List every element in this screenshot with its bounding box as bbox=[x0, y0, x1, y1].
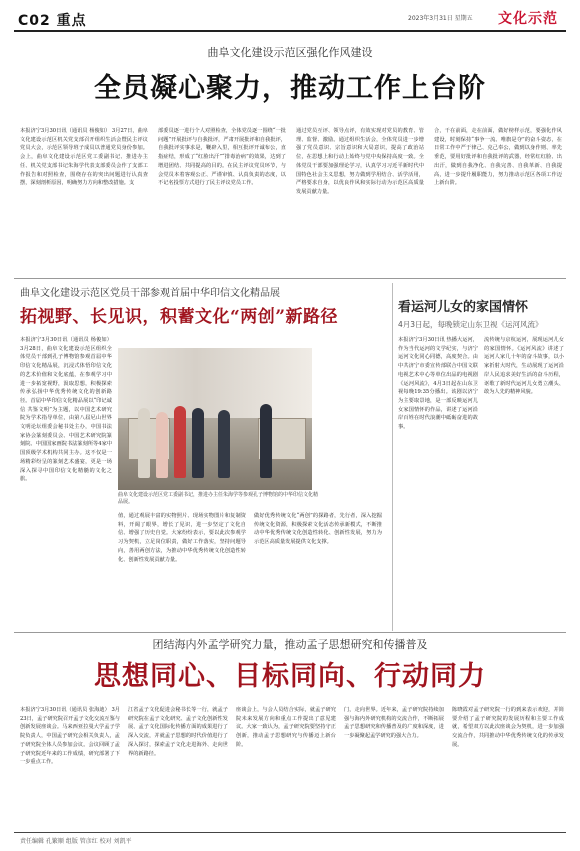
section-divider bbox=[14, 632, 566, 633]
article1-col2: 部委员逐一进行个人对照检查，全体党员逐一围绕“一批问题”开展批评与自我批评，严肃开展批评和自我批评，自我批评实事求是，鞭辟入里，相互批评开诚布公，直指症结，形成了“红脸出汗”“排毒治病”的效果，达到了增进团结、共同提高的目的。在民主评议党员环节，与会党员本着客观公正、严谨审慎、认真负责的态度，以不记名投票方式进行了民主评议党员工作。 bbox=[158, 128, 286, 187]
article2-photo bbox=[118, 348, 312, 490]
weekday: 星期五 bbox=[454, 15, 473, 22]
article1-body bbox=[20, 127, 566, 273]
article1-col1: 本报济宁3月30日讯（通讯员 杨俊如） 3月27日，曲阜文化建设示范区机关党支部召开组织生活会暨民主评议党员大会，示范区领导班子成员以普通党员身份参加。会上，曲阜文化建设示范区党工委副书记、推进办主任、机关党支部书记朱海学代表支部委员会作了支部工作报告和对照检查，围绕存在的突出问题进行认真查摆，深刻剖析原因，明确努力方向和整改措施。支 bbox=[20, 128, 148, 187]
article2-col3: 做好优秀传统文化“两创”的探路者，先行者，深入挖掘传统文化资源，积极探索文化活态传承新模式，不断推动中华优秀传统文化创造性转化、创新性发展，努力为示范区高质量发展提供文化支撑。 bbox=[254, 513, 382, 546]
article1-col4: 合，干在前面，走在前面，做好榜样示范，要强化作风建设，时刻保持“事争一流、唯旗是夺”的奋斗姿态，在日常工作中严于律己、克己奉公，做到以身作则、率先垂范，要用好批评和自我批评的武器，经常红红脸、出出汗，做到自我净化、自我完善、自我革新、自我提高，进一步提升履职能力，努力推动示范区各项工作迈上新台阶。 bbox=[434, 128, 562, 187]
photo-person bbox=[192, 408, 204, 478]
article1-headline: 全员凝心聚力，推动工作上台阶 bbox=[94, 73, 486, 104]
photo-person bbox=[156, 412, 168, 478]
article2-col1: 本报济宁3月30日讯（通讯员 杨俊如） 3月28日，曲阜文化建设示范区组织全体党员干部到孔子博物馆参观首届中华印信文化精品展，沉浸式体悟印信文化的艺术价值和文化底蕴，在参观学习中进一步拓宽视野，汲取思想，积极探索传承弘扬中华优秀传统文化的创新路径。首届中华印信文化精品展以“印记诚信 共鉴文明”为主题，以中国艺术研究院为学术指导单位，由第八届尼山世界文明论坛组委会秘书处主办，中国书法家协会篆刻委员会、中国艺术研究院篆刻院、中国国家画院书法篆刻所等4家中国顶级学术机构共同主办。这不仅是一场精彩纷呈的篆刻艺术盛宴，更是一场深入探寻中国印信文化精髓的文化之旅。 bbox=[20, 337, 112, 483]
sidebar-col2: 流传统与京杭运河，展现运河儿女的家国情怀。《运河风流》讲述了运河人家几十年的奋斗故事，以小家折射大时代，生动展现了运河沿岸人民追求美好生活的奋斗历程，讴歌了新时代运河儿女勇立潮头、敢为人先的精神风貌。 bbox=[484, 337, 564, 396]
page-number: C02 bbox=[18, 13, 51, 29]
sidebar-title: 看运河儿女的家国情怀 bbox=[398, 300, 529, 315]
sidebar-subtitle: 4月3日起，每晚锁定山东卫视《运河风流》 bbox=[398, 320, 543, 329]
date-line bbox=[408, 13, 473, 22]
footer-rule bbox=[14, 832, 566, 833]
article3-col2: 江省孟子文化促进会秘书长等一行，就孟子研究院在孟子文化研究、孟子文化创新性发展、孟子文化国际化传播方面的成果进行了深入交流，并就孟子思想的时代价值进行了深入探讨，探索孟子文化走进海外、走向世界的新路径。 bbox=[128, 707, 228, 757]
photo-caption: 曲阜文化建设示范区党工委副书记，推进办主任朱海学等参观孔子博物馆的中华印信文化精品展。 bbox=[118, 492, 319, 505]
photo-person bbox=[218, 410, 230, 478]
photo-person bbox=[260, 404, 272, 478]
article2-headline: 拓视野、长见识，积蓄文化“两创”新路径 bbox=[20, 307, 339, 327]
article3-col1: 本报济宁3月30日讯（通讯员 张海迪） 3月23日，孟子研究院召开孟子文化交流互鉴与创新发展座谈会。马来西亚拉曼大学孟子学院负责人，中国孟子研究会相关负责人，孟子研究院全体人员参加会议。会议回顾了孟子研究院近年来的工作成绩，研究部署了下一步重点工作。 bbox=[20, 707, 120, 766]
photo-background-wall bbox=[118, 348, 312, 418]
column-divider bbox=[392, 283, 393, 631]
footer-credits: 责任编辑 孔繁顺 组版 管彦红 校对 刘凯平 bbox=[20, 838, 132, 845]
article3-col4: 门，走向世界。近年来，孟子研究院持续加强与海内外研究机构的交流合作，不断拓展孟子思想研究和传播普及的广度和深度，进一步凝聚起孟学研究的强大合力。 bbox=[344, 707, 444, 740]
header-rule bbox=[14, 30, 566, 32]
article1-kicker: 曲阜文化建设示范区强化作风建设 bbox=[207, 46, 373, 59]
page-header bbox=[0, 0, 580, 34]
article3-kicker: 团结海内外孟学研究力量，推动孟子思想研究和传播普及 bbox=[152, 638, 428, 651]
section-name: 重点 bbox=[56, 13, 87, 29]
sidebar-col1: 本报济宁3月30日讯 热播大运河，作为当代运河的文学纪实，与济宁运河文化同心同德，高度契合。由中共济宁市委宣传部联合中国文联电视艺术中心等单位出品的电视剧《运河风流》，4月3日起在山东卫视每晚19:35分播出。该剧以济宁为主要取景地，是一部反映运河儿女家国情怀的作品，讲述了运河沿岸百姓在时代浪潮中砥砺奋进的故事。 bbox=[398, 337, 478, 431]
photo-person bbox=[174, 406, 186, 478]
issue-date: 2023年3月31日 bbox=[408, 15, 453, 22]
article3-col5: 陈晓霞对孟子研究院一行的到来表示欢迎，并简要介绍了孟子研究院的发展历程和主要工作成就，希望双方以此次座谈会为契机，进一步加强交流合作，共同推动中华优秀传统文化的传承发展。 bbox=[452, 707, 564, 748]
article2-kicker: 曲阜文化建设示范区党员干部参观首届中华印信文化精品展 bbox=[20, 288, 280, 299]
photo-person bbox=[138, 408, 150, 478]
page-label bbox=[18, 10, 87, 30]
masthead-brand: 文化示范 bbox=[498, 11, 558, 27]
article3-headline: 思想同心、目标同向、行动同力 bbox=[94, 661, 486, 692]
article2-col2: 值，通过观展丰富的实物照片、现场实物图片和复制资料，开阔了眼界，增长了见识，进一步坚定了文化自信、增强了历史自觉。大家纷纷表示，要以此次参观学习为契机，立足岗位职责，做好工作落实，坚持问题导向，善用两创方法，为推动中华优秀传统文化创造性转化、创新性发展贡献力量。 bbox=[118, 513, 246, 563]
article3-col3: 座谈会上，与会人员结合实际，就孟子研究院未来发展方向和重点工作提出了意见建议。大家一致认为，孟子研究院要坚持守正创新，推动孟子思想研究与传播迈上新台阶。 bbox=[236, 707, 336, 748]
section-divider bbox=[14, 278, 566, 279]
article1-col3: 通过党员互评、领导点评，有效实现对党员的教育、管理、监督、激励。通过组织生活会，全体党员进一步增强了党员意识、宗旨意识和大局意识，提高了政治站位，在思想上和行动上始终与党中央保持高度一致。全体党员干部要加强理论学习，认真学习习近平新时代中国特色社会主义思想，努力做到学用结合、活学活用，严格要求自身，以优良作风和实际行动为示范区高质量发展贡献力量。 bbox=[296, 128, 424, 195]
